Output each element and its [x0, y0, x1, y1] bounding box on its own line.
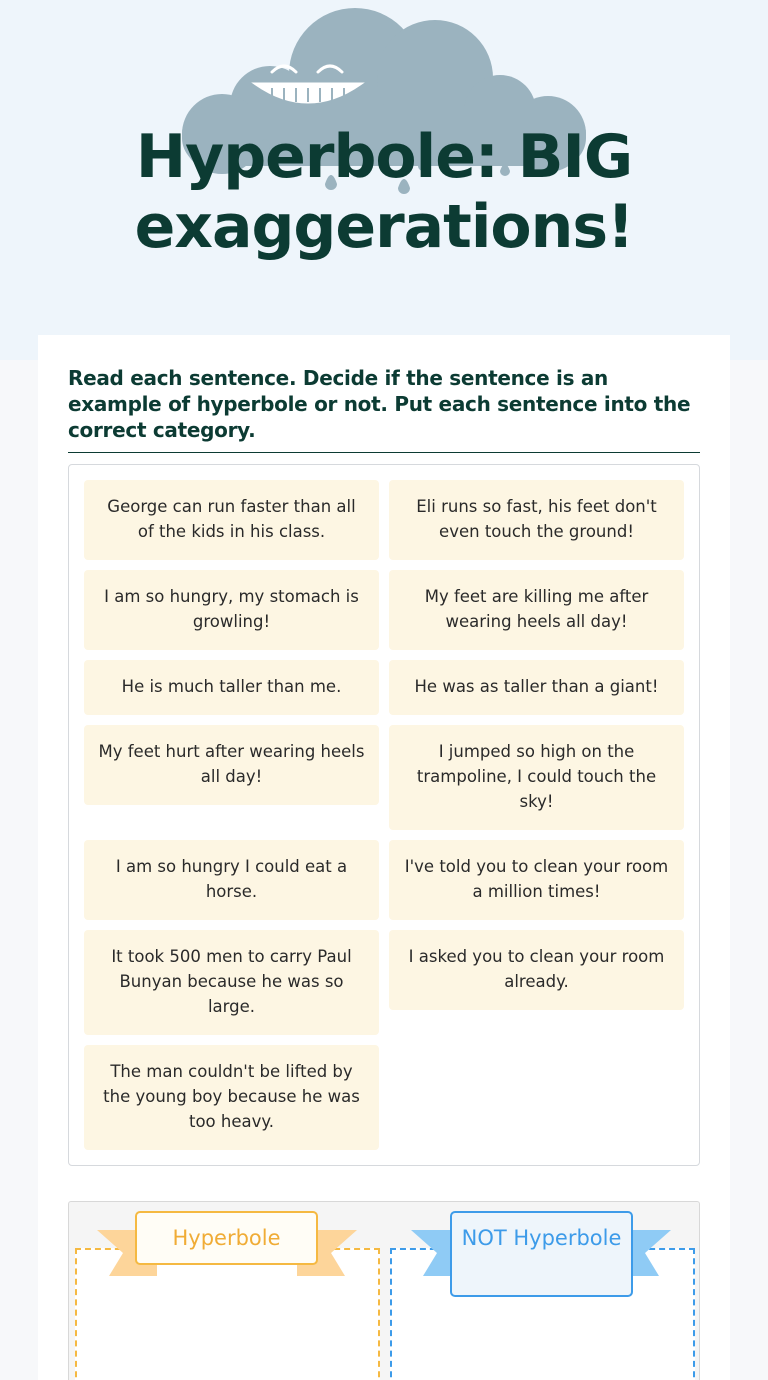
- title-line-2: exaggerations!: [134, 192, 634, 262]
- instructions-text: Read each sentence. Decide if the sentence is an example of hyperbole or not. Put each sentence into the correct category.: [68, 366, 691, 442]
- sentence-chip[interactable]: The man couldn't be lifted by the young boy because he was too heavy.: [84, 1045, 379, 1150]
- title-line-1: Hyperbole: BIG: [135, 122, 633, 192]
- sentence-chip[interactable]: My feet are killing me after wearing heels all day!: [389, 570, 684, 650]
- sentence-bank: [68, 464, 700, 1166]
- sentence-chip[interactable]: I jumped so high on the trampoline, I could touch the sky!: [389, 725, 684, 830]
- sentence-chip[interactable]: My feet hurt after wearing heels all day!: [84, 725, 379, 805]
- sentence-chip[interactable]: It took 500 men to carry Paul Bunyan because he was so large.: [84, 930, 379, 1035]
- sentence-chip[interactable]: George can run faster than all of the kids in his class.: [84, 480, 379, 560]
- worksheet-card: [38, 335, 730, 1380]
- sentence-chip[interactable]: I asked you to clean your room already.: [389, 930, 684, 1010]
- sentence-chip[interactable]: He is much taller than me.: [84, 660, 379, 715]
- category-label-hyperbole: Hyperbole: [135, 1211, 318, 1265]
- divider: [68, 452, 700, 453]
- category-area: [68, 1201, 700, 1380]
- sentence-chip[interactable]: I am so hungry I could eat a horse.: [84, 840, 379, 920]
- sentence-chip[interactable]: I've told you to clean your room a million times!: [389, 840, 684, 920]
- header-banner: [0, 0, 768, 360]
- page-title: [0, 122, 768, 262]
- sentence-chip[interactable]: He was as taller than a giant!: [389, 660, 684, 715]
- category-label-not-hyperbole: NOT Hyperbole: [450, 1211, 633, 1297]
- sentence-chip[interactable]: Eli runs so fast, his feet don't even touch the ground!: [389, 480, 684, 560]
- sentence-chip[interactable]: I am so hungry, my stomach is growling!: [84, 570, 379, 650]
